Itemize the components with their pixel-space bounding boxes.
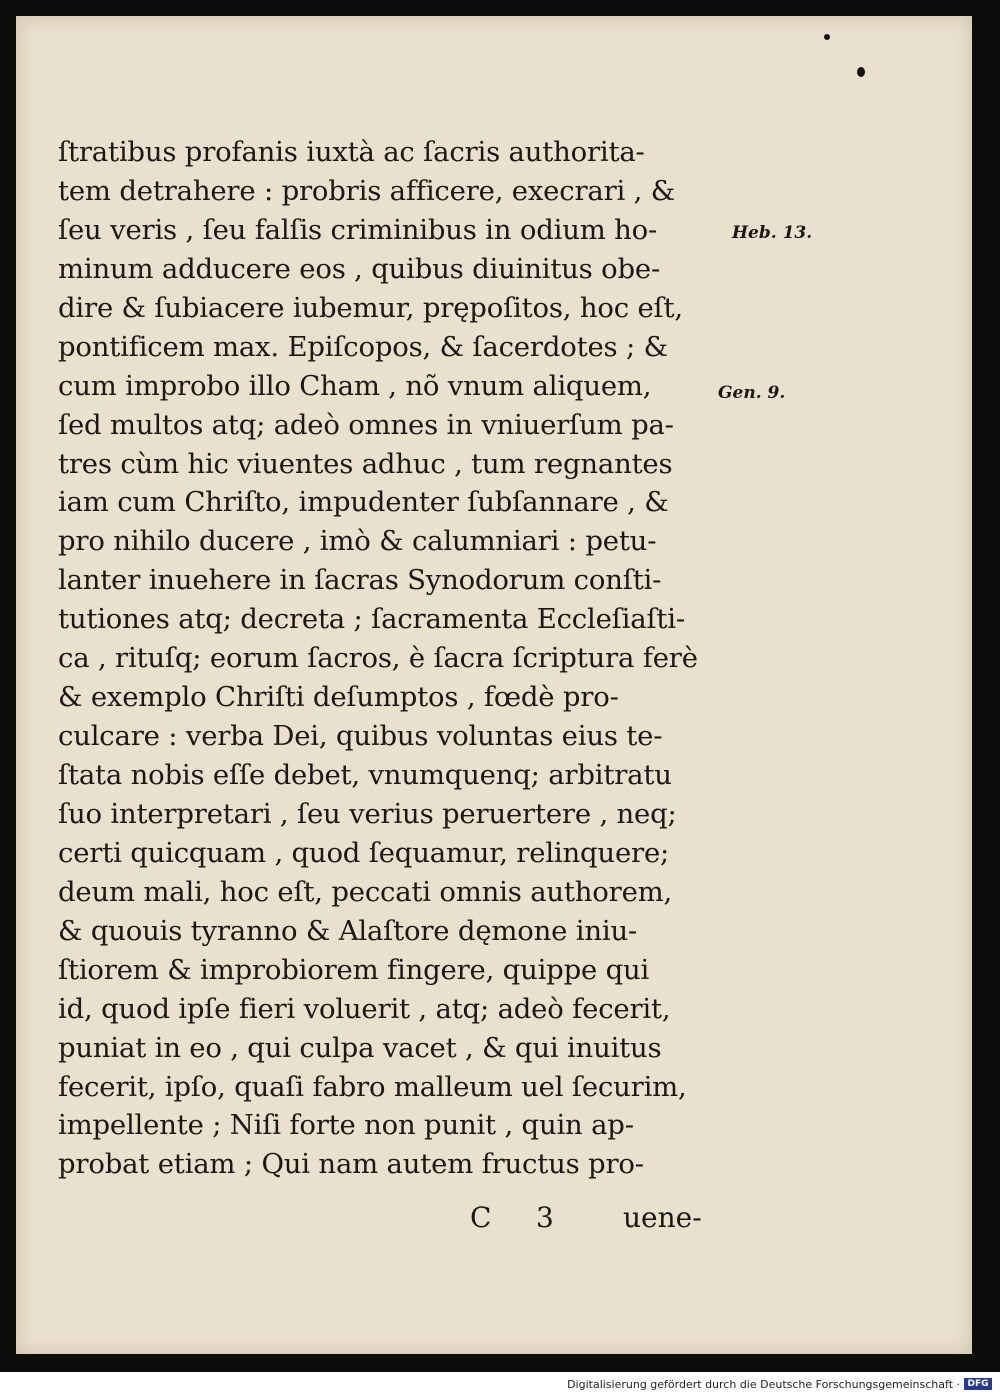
catchword: uene- (623, 1201, 702, 1234)
text-line: puniat in eo , qui culpa vacet , & qui inuitus (58, 1031, 662, 1064)
book-page (16, 16, 972, 1354)
text-line: probat etiam ; Qui nam autem fructus pro- (58, 1148, 644, 1181)
signature-mark: C (470, 1201, 492, 1234)
ink-speck (857, 67, 865, 77)
text-line: ſtata nobis eſſe debet, vnumquenq; arbitratu (58, 759, 672, 791)
marginal-note-heb: Heb. 13. (732, 223, 813, 243)
text-line: tres cùm hic viuentes adhuc , tum regnantes (58, 447, 673, 480)
text-line: lanter inuehere in ſacras Synodorum conſti- (58, 564, 662, 597)
text-line: ſeu veris , ſeu falſis criminibus in odium ho- (58, 213, 658, 246)
text-line: ſtratibus profanis iuxtà ac ſacris authorita- (58, 136, 645, 168)
text-line: iam cum Chriſto, impudenter ſubſannare , & (58, 486, 669, 519)
digitization-credit: Digitalisierung gefördert durch die Deutsche Forschungsgemeinschaft · (567, 1378, 960, 1391)
dfg-logo: DFG (964, 1378, 992, 1390)
text-line: & quouis tyranno & Alaſtore dęmone iniu- (58, 914, 638, 947)
signature-number: 3 (536, 1201, 554, 1234)
text-line: impellente ; Niſi forte non punit , quin ap- (58, 1109, 634, 1142)
text-line: pro nihilo ducere , imò & calumniari : petu- (58, 525, 657, 558)
ink-speck (824, 34, 830, 40)
text-line: pontificem max. Epiſcopos, & ſacerdotes ; & (58, 330, 668, 363)
text-line: culcare : verba Dei, quibus voluntas eius te- (58, 720, 663, 753)
marginal-note-gen: Gen. 9. (718, 383, 786, 403)
text-line: ſed multos atq; adeò omnes in vniuerſum pa- (58, 408, 674, 441)
text-line: & exemplo Chriſti deſumptos , fœdè pro- (58, 681, 619, 714)
text-line: dire & ſubiacere iubemur, prępoſitos, hoc eſt, (58, 291, 683, 324)
text-line: tem detrahere : probris afficere, execrari , & (58, 174, 676, 207)
text-line: ca , rituſq; eorum ſacros, è ſacra ſcriptura ferè (58, 642, 698, 675)
text-line: fecerit, ipſo, quaſi fabro malleum uel ſecurim, (58, 1070, 687, 1103)
text-line: deum mali, hoc eſt, peccati omnis authorem, (58, 875, 673, 908)
text-line: ſtiorem & improbiorem fingere, quippe qui (58, 953, 650, 986)
text-line: tutiones atq; decreta ; ſacramenta Eccleſiaſti- (58, 603, 685, 636)
text-line: ſuo interpretari , ſeu verius peruertere , neq; (58, 797, 677, 830)
text-line: certi quicquam , quod ſequamur, relinquere; (58, 836, 670, 869)
text-line: cum improbo illo Cham , nõ vnum aliquem, (58, 369, 652, 402)
body-text (58, 133, 758, 1184)
text-line: id, quod ipſe fieri voluerit , atq; adeò fecerit, (58, 992, 671, 1025)
text-line: minum adducere eos , quibus diuinitus obe- (58, 252, 661, 285)
